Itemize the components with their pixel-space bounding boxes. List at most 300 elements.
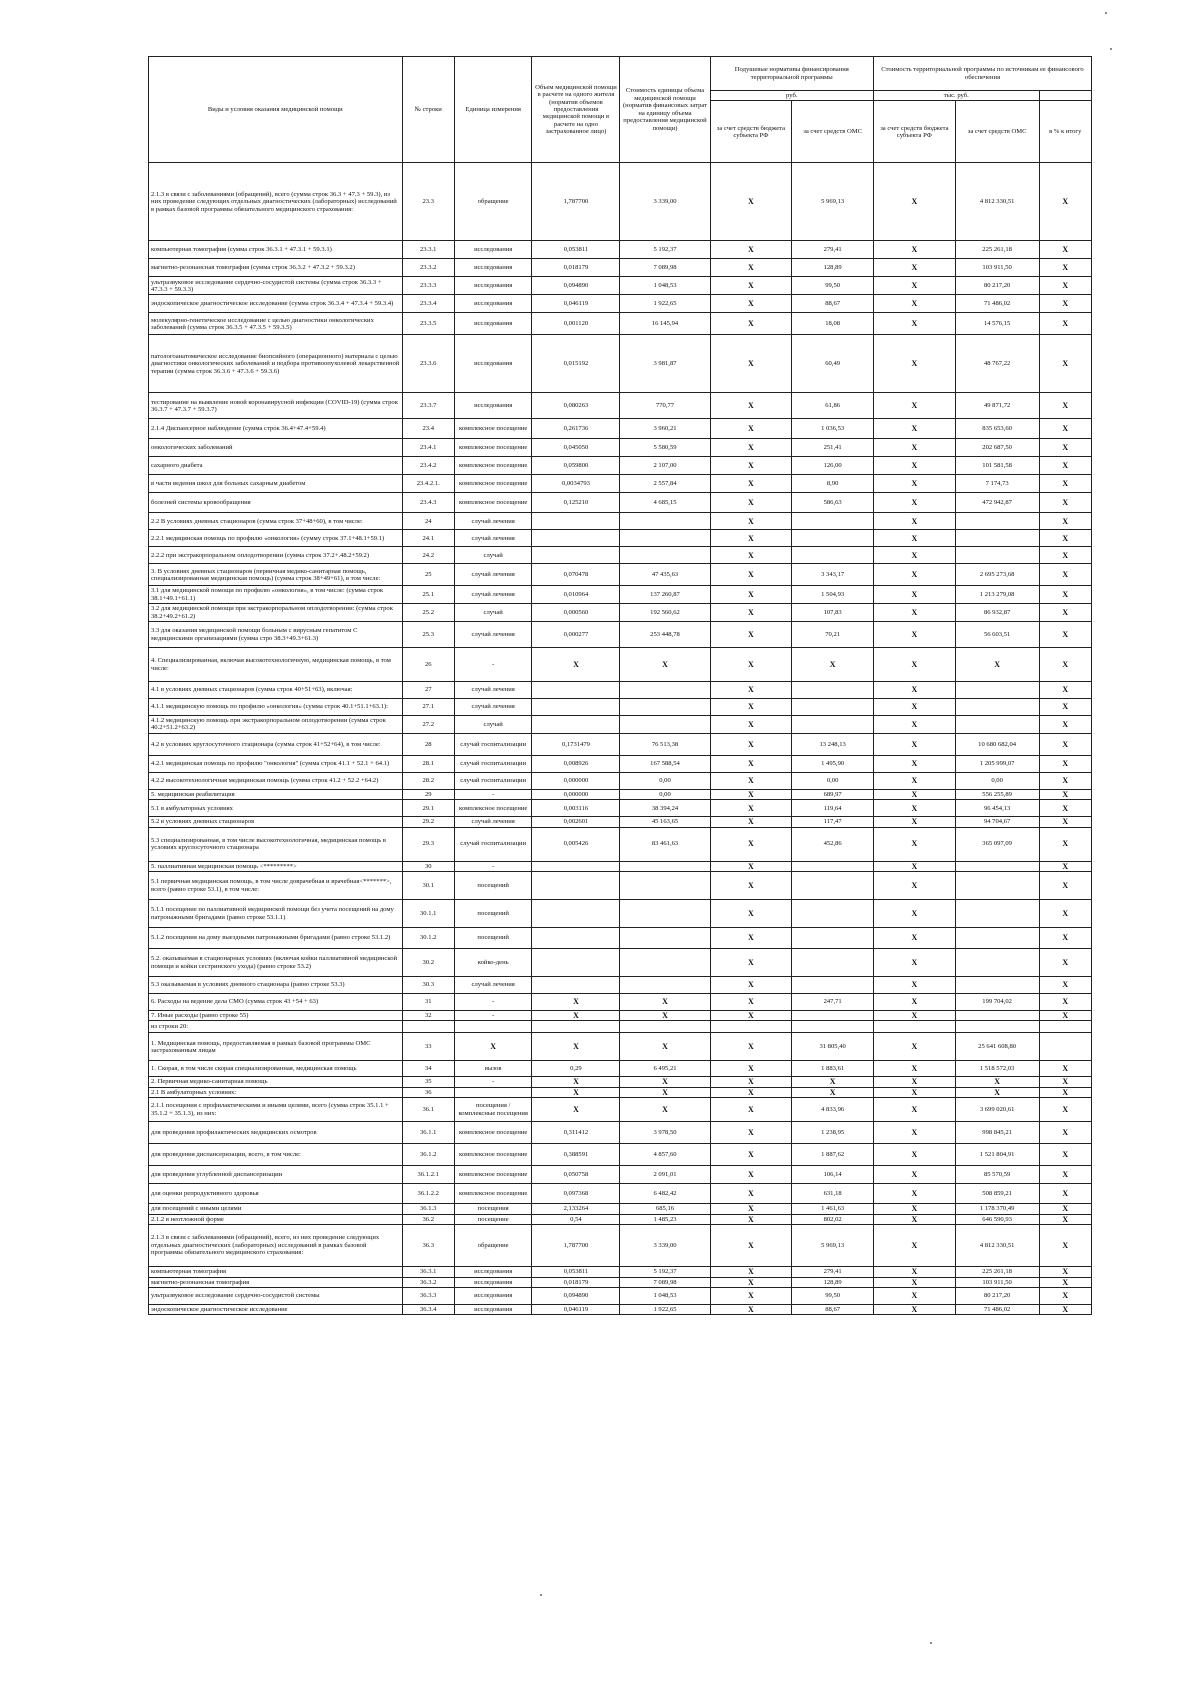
cell-total-oms: X: [955, 1077, 1039, 1087]
cell-per-capita-oms: 117,47: [792, 817, 874, 827]
cell-total-budget: X: [874, 393, 956, 419]
cell-unit: исследования: [454, 241, 532, 259]
cell-volume: 0,125210: [532, 493, 620, 513]
cell-pct: X: [1039, 648, 1091, 682]
cell-unit: исследования: [454, 1277, 532, 1287]
cell-per-capita-oms: 18,08: [792, 313, 874, 335]
cell-total-oms: 3 699 020,61: [955, 1098, 1039, 1122]
cell-per-capita-budget: X: [710, 439, 792, 457]
cell-unit: -: [454, 789, 532, 799]
cell-total-oms: 0,00: [955, 772, 1039, 789]
cell-row-no: 32: [402, 1011, 454, 1021]
cell-row-no: 24: [402, 513, 454, 530]
cell-volume: 0,000560: [532, 604, 620, 622]
cell-volume: 0,000277: [532, 622, 620, 648]
table-row: [149, 928, 1092, 949]
cell-pct: X: [1039, 457, 1091, 475]
table-row: [149, 1077, 1092, 1087]
cell-row-no: 31: [402, 994, 454, 1011]
cell-total-oms: 80 217,20: [955, 1287, 1039, 1304]
cell-unit: исследования: [454, 1287, 532, 1304]
cell-per-capita-budget: X: [710, 1287, 792, 1304]
cell-volume: 0,1731479: [532, 733, 620, 755]
cell-per-capita-budget: X: [710, 419, 792, 439]
cell-total-oms: 1 213 279,08: [955, 586, 1039, 604]
cell-total-budget: X: [874, 817, 956, 827]
cell-total-oms: 472 942,87: [955, 493, 1039, 513]
cell-name: магнитно-резонансная томография: [149, 1277, 403, 1287]
cell-unit: комплексное посещение: [454, 475, 532, 493]
cell-unit: исследования: [454, 259, 532, 277]
table-row: [149, 530, 1092, 547]
cell-row-no: 36.3: [402, 1225, 454, 1267]
cell-volume: 0,097368: [532, 1184, 620, 1204]
cell-total-budget: X: [874, 547, 956, 564]
cell-per-capita-budget: X: [710, 716, 792, 734]
cell-cost: [620, 928, 710, 949]
cell-pct: X: [1039, 493, 1091, 513]
cell-total-oms: 49 871,72: [955, 393, 1039, 419]
cell-row-no: 29.2: [402, 817, 454, 827]
cell-cost: 1 485,23: [620, 1214, 710, 1224]
table-row: [149, 1277, 1092, 1287]
cell-name: 2. Первичная медико-санитарная помощь: [149, 1077, 403, 1087]
cell-volume: 0,29: [532, 1061, 620, 1077]
cell-cost: 4 685,15: [620, 493, 710, 513]
cell-name: компьютерная томография (сумма строк 36.3.1 + 47.3.1 + 59.3.1): [149, 241, 403, 259]
cell-total-oms: [955, 949, 1039, 977]
cell-unit: обращение: [454, 163, 532, 241]
cell-volume: X: [532, 994, 620, 1011]
cell-per-capita-oms: 99,50: [792, 277, 874, 295]
cell-unit: случай лечения: [454, 513, 532, 530]
cell-per-capita-budget: X: [710, 994, 792, 1011]
cell-unit: -: [454, 994, 532, 1011]
cell-pct: X: [1039, 1225, 1091, 1267]
cell-total-budget: X: [874, 1225, 956, 1267]
cell-per-capita-budget: X: [710, 1204, 792, 1214]
cell-cost: 1 048,53: [620, 1287, 710, 1304]
header-total-oms: за счет средств ОМС: [955, 101, 1039, 163]
cell-pct: X: [1039, 900, 1091, 928]
cell-per-capita-budget: X: [710, 861, 792, 871]
cell-row-no: 23.3.2: [402, 259, 454, 277]
cell-cost: 7 089,98: [620, 259, 710, 277]
cell-total-oms: 835 653,60: [955, 419, 1039, 439]
cell-unit: случай госпитализации: [454, 755, 532, 772]
cell-cost: 167 588,54: [620, 755, 710, 772]
table-row: [149, 1287, 1092, 1304]
cell-total-budget: X: [874, 1304, 956, 1314]
cell-per-capita-budget: X: [710, 163, 792, 241]
cell-unit: посещения / комплексные посещения: [454, 1098, 532, 1122]
cell-name: 1. Медицинская помощь, предоставляемая в рамках базовой программы ОМС застрахованным лицам: [149, 1033, 403, 1061]
cell-row-no: 36.1.2: [402, 1144, 454, 1166]
cell-name: 2.1.1 посещения с профилактическими и иными целями, всего (сумма строк 35.1.1 + 35.1.2 + 35.1.3), из них:: [149, 1098, 403, 1122]
cell-total-budget: X: [874, 772, 956, 789]
cell-per-capita-oms: 60,49: [792, 335, 874, 393]
cell-per-capita-budget: X: [710, 1077, 792, 1087]
table-row: [149, 716, 1092, 734]
cell-total-oms: [955, 1011, 1039, 1021]
cell-unit: -: [454, 861, 532, 871]
cell-row-no: 30.1.2: [402, 928, 454, 949]
cell-pct: X: [1039, 682, 1091, 699]
table-row: [149, 1033, 1092, 1061]
cell-volume: [532, 530, 620, 547]
cell-per-capita-oms: 61,86: [792, 393, 874, 419]
cell-volume: [532, 949, 620, 977]
cell-unit: случай: [454, 716, 532, 734]
cell-total-oms: 508 859,21: [955, 1184, 1039, 1204]
cell-row-no: 36.3.3: [402, 1287, 454, 1304]
cell-pct: X: [1039, 277, 1091, 295]
cell-unit: случай лечения: [454, 530, 532, 547]
cell-cost: 6 482,42: [620, 1184, 710, 1204]
cell-total-budget: X: [874, 530, 956, 547]
cell-per-capita-oms: 586,63: [792, 493, 874, 513]
cell-total-budget: X: [874, 977, 956, 994]
cell-volume: 0,003116: [532, 800, 620, 817]
cell-total-budget: X: [874, 800, 956, 817]
cell-cost: 770,77: [620, 393, 710, 419]
cell-per-capita-oms: 107,83: [792, 604, 874, 622]
cell-per-capita-oms: 452,86: [792, 827, 874, 861]
cell-pct: X: [1039, 313, 1091, 335]
cell-row-no: 30: [402, 861, 454, 871]
table-row: [149, 1061, 1092, 1077]
cell-per-capita-oms: 1 883,61: [792, 1061, 874, 1077]
cell-per-capita-oms: [792, 977, 874, 994]
cell-per-capita-oms: [792, 900, 874, 928]
cell-per-capita-budget: X: [710, 295, 792, 313]
cell-name: 2.1.3 в связи с заболеваниями (обращений), всего, из них проведение следующих отдельных диагностических (лабораторных) исследований в рамках базовой программы обязательного медицинского страхования:: [149, 1225, 403, 1267]
cell-per-capita-budget: X: [710, 699, 792, 716]
cell-total-oms: 14 576,15: [955, 313, 1039, 335]
table-row: [149, 861, 1092, 871]
cell-row-no: 36.1.2.2: [402, 1184, 454, 1204]
cell-per-capita-oms: [792, 699, 874, 716]
cell-total-budget: X: [874, 1166, 956, 1184]
cell-unit: посещений: [454, 872, 532, 900]
cell-cost: X: [620, 1098, 710, 1122]
cell-total-budget: X: [874, 439, 956, 457]
cell-total-oms: 1 205 999,07: [955, 755, 1039, 772]
cell-per-capita-budget: X: [710, 648, 792, 682]
cell-per-capita-budget: X: [710, 1304, 792, 1314]
cell-unit: случай лечения: [454, 622, 532, 648]
cell-row-no: 36.3.1: [402, 1267, 454, 1277]
cell-cost: X: [620, 1077, 710, 1087]
cell-name: 4. Специализированная, включая высокотехнологичную, медицинская помощь, в том числе:: [149, 648, 403, 682]
cell-row-no: 30.1: [402, 872, 454, 900]
cell-per-capita-oms: 70,21: [792, 622, 874, 648]
table-header: [149, 57, 1092, 163]
cell-per-capita-budget: X: [710, 1087, 792, 1097]
cell-unit: комплексное посещение: [454, 439, 532, 457]
table-row: [149, 277, 1092, 295]
cell-total-oms: 225 261,18: [955, 1267, 1039, 1277]
table-row: [149, 475, 1092, 493]
cell-total-budget: X: [874, 699, 956, 716]
cell-row-no: 27.1: [402, 699, 454, 716]
cell-unit: [454, 1021, 532, 1033]
cell-total-oms: 202 687,50: [955, 439, 1039, 457]
cell-unit: случай лечения: [454, 817, 532, 827]
cell-total-budget: X: [874, 949, 956, 977]
table-row: [149, 547, 1092, 564]
cell-per-capita-budget: X: [710, 241, 792, 259]
table-row: [149, 733, 1092, 755]
table-row: [149, 994, 1092, 1011]
cell-row-no: 36.1.2.1: [402, 1166, 454, 1184]
cell-total-oms: [955, 861, 1039, 871]
table-row: [149, 1021, 1092, 1033]
cell-volume: 0,388591: [532, 1144, 620, 1166]
cell-row-no: 27: [402, 682, 454, 699]
cell-per-capita-oms: [792, 928, 874, 949]
cell-unit: случай госпитализации: [454, 772, 532, 789]
cell-volume: [532, 1021, 620, 1033]
cell-per-capita-budget: X: [710, 949, 792, 977]
cell-pct: X: [1039, 1098, 1091, 1122]
table-row: [149, 241, 1092, 259]
cell-total-oms: 48 767,22: [955, 335, 1039, 393]
cell-cost: 83 461,63: [620, 827, 710, 861]
cell-unit: [454, 1087, 532, 1097]
cell-cost: [620, 547, 710, 564]
cell-volume: [532, 928, 620, 949]
cell-volume: 0,0034793: [532, 475, 620, 493]
cell-row-no: 29.3: [402, 827, 454, 861]
cell-per-capita-oms: 1 461,63: [792, 1204, 874, 1214]
cell-volume: X: [532, 1011, 620, 1021]
cell-per-capita-oms: 8,90: [792, 475, 874, 493]
cell-per-capita-oms: 128,89: [792, 259, 874, 277]
cell-unit: случай госпитализации: [454, 827, 532, 861]
cell-pct: X: [1039, 800, 1091, 817]
cell-cost: 2 091,01: [620, 1166, 710, 1184]
cell-pct: X: [1039, 622, 1091, 648]
cell-name: 5.3 оказываемая в условиях дневного стационара (равно строке 53.3): [149, 977, 403, 994]
cell-volume: [532, 861, 620, 871]
cell-unit: случай лечения: [454, 564, 532, 586]
cell-row-no: 23.4.1: [402, 439, 454, 457]
cell-total-budget: X: [874, 900, 956, 928]
cell-per-capita-budget: X: [710, 564, 792, 586]
cell-name: 7. Иные расходы (равно строке 55): [149, 1011, 403, 1021]
cell-per-capita-budget: X: [710, 457, 792, 475]
cell-volume: [532, 513, 620, 530]
cell-unit: комплексное посещение: [454, 800, 532, 817]
cell-cost: 47 435,63: [620, 564, 710, 586]
cell-row-no: 23.3: [402, 163, 454, 241]
cell-per-capita-oms: [792, 872, 874, 900]
cell-volume: 0,094890: [532, 277, 620, 295]
cell-total-budget: X: [874, 277, 956, 295]
cell-name: 2.1.3 в связи с заболеваниями (обращений), всего (сумма строк 36.3 + 47.3 + 59.3), из них проведение следующих отдельных диагностических (лабораторных) исследований в рамках базовой программы обязательного медицинского страхования:: [149, 163, 403, 241]
cell-total-oms: 646 590,93: [955, 1214, 1039, 1224]
cell-name: 5.3 специализированная, в том числе высокотехнологичная, медицинская помощь в условиях круглосуточного стационара: [149, 827, 403, 861]
cell-cost: [620, 716, 710, 734]
cell-unit: комплексное посещение: [454, 457, 532, 475]
table-row: [149, 1166, 1092, 1184]
cell-cost: [620, 977, 710, 994]
cell-per-capita-oms: 31 805,40: [792, 1033, 874, 1061]
cell-per-capita-oms: [792, 716, 874, 734]
cell-row-no: 28: [402, 733, 454, 755]
cell-cost: 45 163,65: [620, 817, 710, 827]
cell-total-budget: [874, 1021, 956, 1033]
table-row: [149, 789, 1092, 799]
cell-per-capita-budget: X: [710, 1033, 792, 1061]
cell-per-capita-budget: X: [710, 604, 792, 622]
cell-unit: исследования: [454, 335, 532, 393]
cell-volume: 0,311412: [532, 1122, 620, 1144]
cell-pct: X: [1039, 530, 1091, 547]
cell-total-budget: X: [874, 1204, 956, 1214]
cell-name: для проведения диспансеризации, всего, в том числе:: [149, 1144, 403, 1166]
cell-per-capita-budget: X: [710, 1277, 792, 1287]
table-row: [149, 1267, 1092, 1277]
cell-pct: X: [1039, 475, 1091, 493]
table-row: [149, 1304, 1092, 1314]
cell-per-capita-budget: X: [710, 586, 792, 604]
cell-row-no: 30.1.1: [402, 900, 454, 928]
cell-per-capita-oms: 1 504,93: [792, 586, 874, 604]
cell-unit: комплексное посещение: [454, 1166, 532, 1184]
cell-total-budget: X: [874, 604, 956, 622]
table-row: [149, 335, 1092, 393]
header-total-cost-unit: тыс. руб.: [874, 91, 1040, 101]
table-row: [149, 1225, 1092, 1267]
cell-total-oms: [955, 682, 1039, 699]
header-unit: Единица измерения: [454, 57, 532, 163]
header-total-budget: за счет средств бюджета субъекта РФ: [874, 101, 956, 163]
cell-total-budget: X: [874, 682, 956, 699]
cell-name: 4.2.1 медицинская помощь по профилю "онкология" (сумма строк 41.1 + 52.1 + 64.1): [149, 755, 403, 772]
cell-row-no: 36.1: [402, 1098, 454, 1122]
cell-name: магнитно-резонансная томография (сумма строк 36.3.2 + 47.3.2 + 59.3.2): [149, 259, 403, 277]
cell-cost: 4 857,60: [620, 1144, 710, 1166]
cell-total-budget: X: [874, 1098, 956, 1122]
cell-total-budget: X: [874, 475, 956, 493]
cell-name: молекулярно-генетическое исследование с целью диагностики онкологических заболеваний (сумма строк 36.3.5 + 47.3.5 + 59.3.5): [149, 313, 403, 335]
cell-pct: X: [1039, 699, 1091, 716]
cell-pct: [1039, 1033, 1091, 1061]
cell-volume: 0,094890: [532, 1287, 620, 1304]
table-row: [149, 977, 1092, 994]
cell-pct: X: [1039, 1267, 1091, 1277]
cell-unit: посещение: [454, 1214, 532, 1224]
cell-volume: 1,787700: [532, 163, 620, 241]
table-row: [149, 1087, 1092, 1097]
cell-per-capita-oms: 251,41: [792, 439, 874, 457]
cell-pct: X: [1039, 977, 1091, 994]
cell-cost: 76 513,38: [620, 733, 710, 755]
cell-name: 2.2.2 при экстракорпоральном оплодотворении (сумма строк 37.2+.48.2+59.2): [149, 547, 403, 564]
cell-volume: X: [532, 648, 620, 682]
cell-per-capita-budget: X: [710, 789, 792, 799]
cell-volume: 2,133264: [532, 1204, 620, 1214]
table-body: [149, 163, 1092, 1315]
cell-per-capita-budget: X: [710, 928, 792, 949]
cell-name: 2.1.2 в неотложной форме: [149, 1214, 403, 1224]
cell-pct: X: [1039, 772, 1091, 789]
cell-total-budget: X: [874, 163, 956, 241]
cell-total-oms: [955, 977, 1039, 994]
cell-name: для проведения профилактических медицинских осмотров: [149, 1122, 403, 1144]
cell-total-oms: 365 097,09: [955, 827, 1039, 861]
cell-name: из строки 20:: [149, 1021, 403, 1033]
cell-per-capita-budget: X: [710, 977, 792, 994]
cell-volume: 0,000000: [532, 772, 620, 789]
header-per-capita: Подушевые нормативы финансирования территориальной программы: [710, 57, 873, 91]
cell-pct: X: [1039, 393, 1091, 419]
cell-per-capita-budget: X: [710, 800, 792, 817]
cell-row-no: 36.1.1: [402, 1122, 454, 1144]
cell-total-budget: X: [874, 241, 956, 259]
cell-total-oms: [955, 716, 1039, 734]
cell-total-oms: 25 641 608,80: [955, 1033, 1039, 1061]
cell-total-oms: 101 581,58: [955, 457, 1039, 475]
cell-pct: X: [1039, 817, 1091, 827]
cell-row-no: 23.4.2.1.: [402, 475, 454, 493]
cell-total-oms: 71 486,02: [955, 1304, 1039, 1314]
cell-unit: посещений: [454, 928, 532, 949]
cell-unit: -: [454, 1011, 532, 1021]
cell-name: 4.1.2 медицинскую помощь при экстракорпоральном оплодотворении (сумма строк 40.2+51.2+63.2): [149, 716, 403, 734]
cell-total-oms: 10 680 682,04: [955, 733, 1039, 755]
cell-unit: случай лечения: [454, 586, 532, 604]
cell-name: 5. медицинская реабилитация: [149, 789, 403, 799]
cell-total-budget: X: [874, 622, 956, 648]
table-row: [149, 439, 1092, 457]
cell-per-capita-budget: X: [710, 682, 792, 699]
cell-unit: посещения: [454, 1204, 532, 1214]
cell-pct: X: [1039, 861, 1091, 871]
cell-per-capita-oms: [792, 861, 874, 871]
cell-total-budget: X: [874, 1184, 956, 1204]
cell-pct: X: [1039, 439, 1091, 457]
cell-pct: X: [1039, 241, 1091, 259]
cell-pct: X: [1039, 604, 1091, 622]
cell-name: 4.2.2 высокотехнологичная медицинская помощь (сумма строк 41.2 + 52.2 +64.2): [149, 772, 403, 789]
cell-unit: исследования: [454, 313, 532, 335]
cell-cost: [620, 872, 710, 900]
cell-pct: X: [1039, 513, 1091, 530]
cell-per-capita-oms: 3 343,17: [792, 564, 874, 586]
cell-unit: обращение: [454, 1225, 532, 1267]
cell-unit: случай лечения: [454, 977, 532, 994]
cell-total-oms: [955, 699, 1039, 716]
cell-row-no: 23.4.2: [402, 457, 454, 475]
cell-per-capita-oms: 88,67: [792, 295, 874, 313]
cell-cost: [620, 949, 710, 977]
cell-per-capita-oms: 279,41: [792, 1267, 874, 1277]
cell-per-capita-oms: 5 969,13: [792, 163, 874, 241]
cell-cost: [620, 530, 710, 547]
cell-row-no: 36.3.2: [402, 1277, 454, 1287]
cell-total-oms: 1 178 370,49: [955, 1204, 1039, 1214]
cell-total-budget: X: [874, 1122, 956, 1144]
cell-unit: исследования: [454, 393, 532, 419]
cell-per-capita-oms: 13 248,13: [792, 733, 874, 755]
cell-row-no: 36.1.3: [402, 1204, 454, 1214]
cell-volume: 0,050758: [532, 1166, 620, 1184]
cell-per-capita-oms: [792, 1011, 874, 1021]
cell-total-oms: [955, 900, 1039, 928]
